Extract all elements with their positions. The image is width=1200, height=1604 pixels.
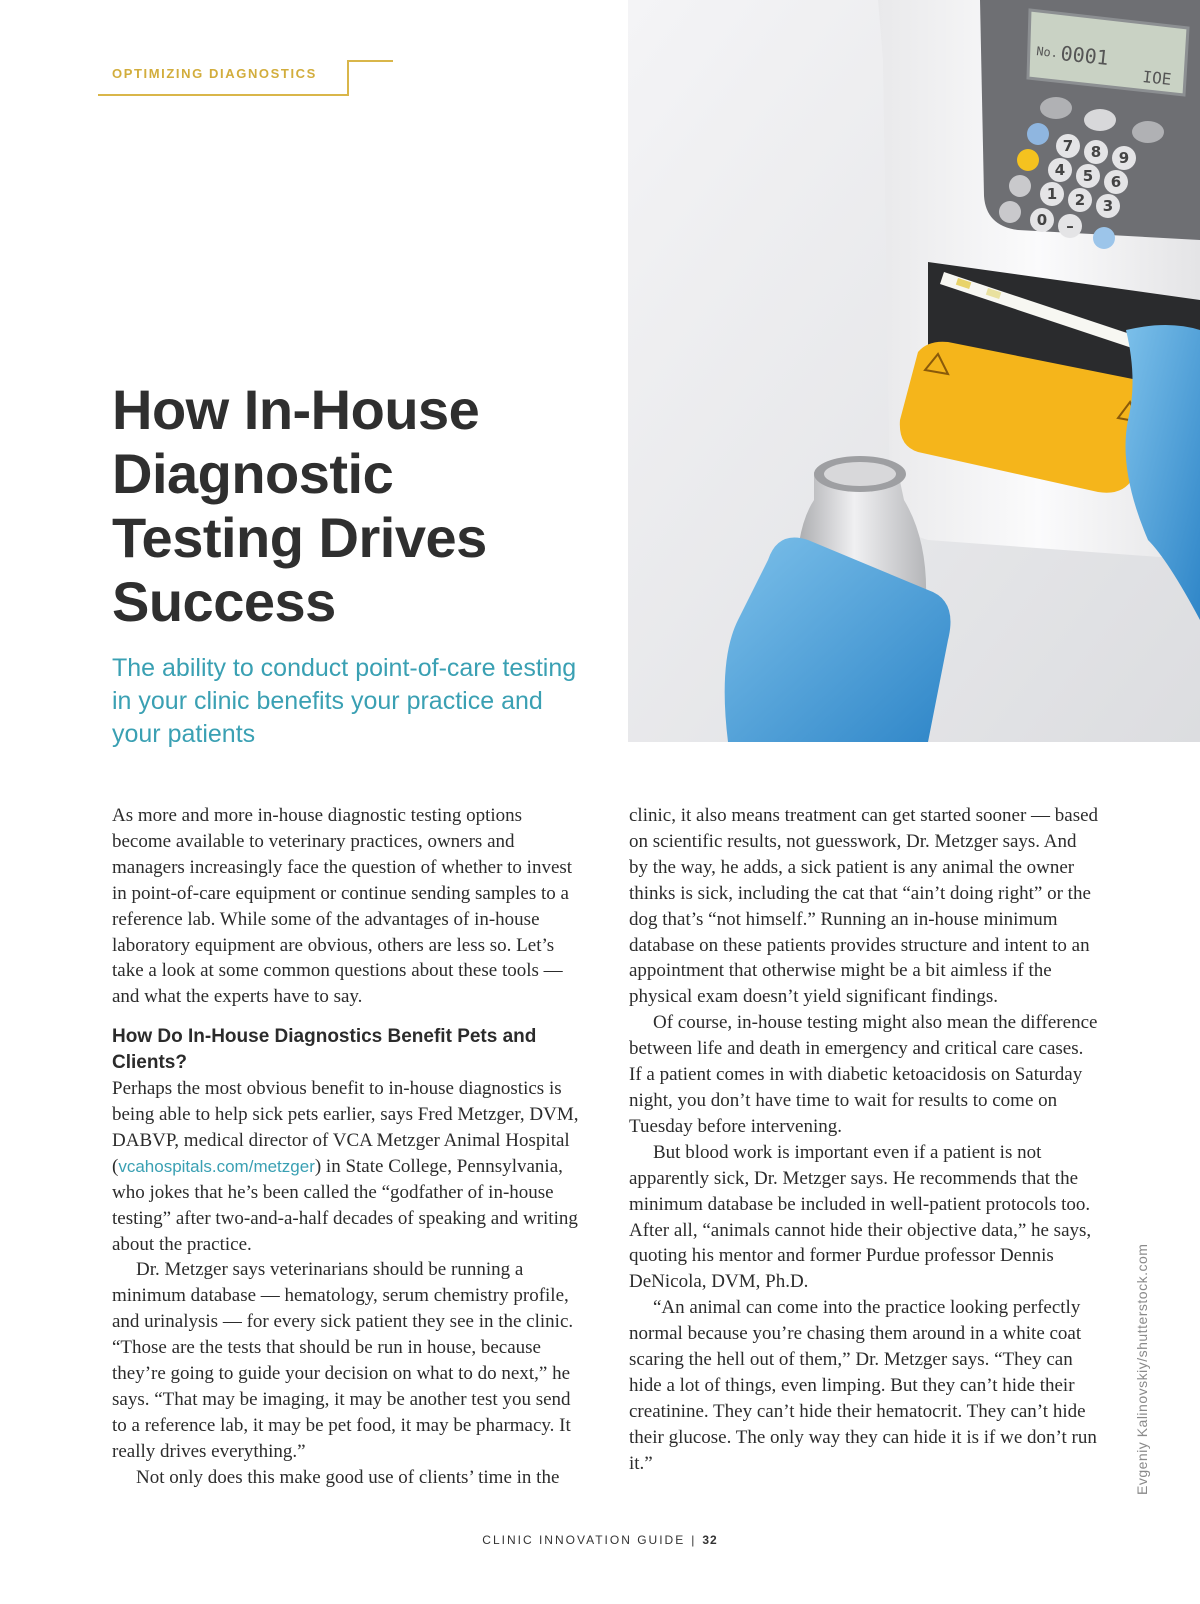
key-6-label: 6 — [1110, 173, 1122, 191]
intro-paragraph: As more and more in-house diagnostic testing options become available to veterinary practices, owners and managers increasingly face the question of whether to invest in point-of-care equipment or continue sending samples to a reference lab. While some of the advantages of in-house laboratory equipment are obvious, others are less so. Let’s take a look at some common questions about these tools — and what the experts have to say. — [112, 805, 573, 1008]
left-arrow-key — [1040, 97, 1072, 119]
paragraph-1 — [112, 1076, 582, 1257]
article-subtitle: The ability to conduct point-of-care testing in your clinic benefits your practice and your patients — [112, 654, 577, 748]
text-column-left — [112, 803, 582, 1491]
key-3-label: 3 — [1102, 197, 1114, 215]
paper-key — [1009, 175, 1031, 197]
paragraph-4: Of course, in-house testing might also mean the difference between life and death in emergency and critical care cases. If a patient comes in with diabetic ketoacidosis on Saturday night, you don’t have time to wait for results to come on Tuesday before intervening. — [629, 1012, 1098, 1137]
section-rule-bottom — [98, 94, 348, 96]
footer-separator: | — [691, 1533, 697, 1547]
menu-key — [1084, 109, 1116, 131]
key-9-label: 9 — [1118, 149, 1130, 167]
publication-name: CLINIC INNOVATION GUIDE — [482, 1533, 686, 1547]
paragraph-3-continued: clinic, it also means treatment can get started sooner — based on scientific results, not guesswork, Dr. Metzger says. And by the way, he adds, a sick patient is any animal the owner thinks is sick, including the cat that “ain’t doing right” or the dog that’s “not himself.” Running an in-house minimum database on these patients provides structure and intent to an appointment that otherwise might be a bit aimless if the physical exam doesn’t yield significant findings. — [629, 805, 1099, 1008]
page-footer — [0, 1533, 1200, 1547]
page-number: 32 — [702, 1533, 718, 1547]
key-5-label: 5 — [1082, 167, 1094, 185]
right-arrow-key — [1132, 121, 1164, 143]
key-4-label: 4 — [1054, 161, 1066, 179]
article-title: How In-House Diagnostic Testing Drives Success — [112, 378, 487, 633]
hero-photo — [628, 0, 1200, 742]
section-rule-top — [347, 60, 393, 62]
analyzer-illustration — [628, 0, 1200, 742]
key-minus-label: – — [1066, 217, 1074, 235]
section-heading: How Do In-House Diagnostics Benefit Pets and Clients? — [112, 1026, 537, 1074]
text-column-right — [629, 803, 1099, 1477]
section-rule-vertical — [347, 60, 349, 96]
paragraph-6: “An animal can come into the practice looking perfectly normal because you’re chasing them around in a white coat scaring the hell out of them,” Dr. Metzger says. “They can hide a lot of things, even limping. But they can’t hide their creatinine. They can’t hide their hematocrit. They can’t hide their glucose. The only way they can hide it is if we don’t run it.” — [629, 1297, 1097, 1474]
vca-metzger-link[interactable]: vcahospitals.com/metzger — [118, 1156, 315, 1176]
hash-key — [999, 201, 1021, 223]
key-2-label: 2 — [1074, 191, 1086, 209]
display-number: 0001 — [1059, 41, 1110, 71]
display-no-label: No. — [1035, 44, 1059, 61]
key-1-label: 1 — [1046, 185, 1058, 203]
key-7-label: 7 — [1062, 137, 1074, 155]
bottle-strips — [824, 462, 896, 486]
start-key — [1017, 149, 1039, 171]
paragraph-1-text-a: Perhaps the most obvious benefit to in-house diagnostics is being able to help sick pets earlier, says Fred Metzger, DVM, DABVP, medical director of VCA Metzger Animal Hospital ( — [112, 1078, 579, 1177]
photo-credit: Evgeniy Kalinovskiy/shutterstock.com — [1134, 1243, 1150, 1495]
display-right-text: IOE — [1141, 67, 1173, 89]
section-label: OPTIMIZING DIAGNOSTICS — [112, 66, 317, 81]
key-8-label: 8 — [1090, 143, 1102, 161]
paragraph-3: Not only does this make good use of clients’ time in the — [136, 1466, 560, 1488]
paragraph-5: But blood work is important even if a patient is not apparently sick, Dr. Metzger says. He recommends that the minimum database be included in well-patient protocols too. After all, “animals cannot hide their objective data,” he says, quoting his mentor and former Purdue professor Dennis DeNicola, DVM, Ph.D. — [629, 1141, 1092, 1293]
paragraph-1-text-b: ) in State College, Pennsylvania, who jokes that he’s been called the “godfather of in-house testing” after two-and-a-half decades of speaking and writing about the practice. — [112, 1155, 578, 1255]
paragraph-2: Dr. Metzger says veterinarians should be running a minimum database — hematology, serum chemistry profile, and urinalysis — for every sick patient they see in the clinic. “Those are the tests that should be run in house, because they’re going to guide your decision on what to do next,” he says. “That may be imaging, it may be another test you send to a reference lab, it may be pet food, it may be pharmacy. It really drives everything.” — [112, 1259, 574, 1462]
enter-key — [1093, 227, 1115, 249]
key-0-label: 0 — [1036, 211, 1048, 229]
info-key — [1027, 123, 1049, 145]
